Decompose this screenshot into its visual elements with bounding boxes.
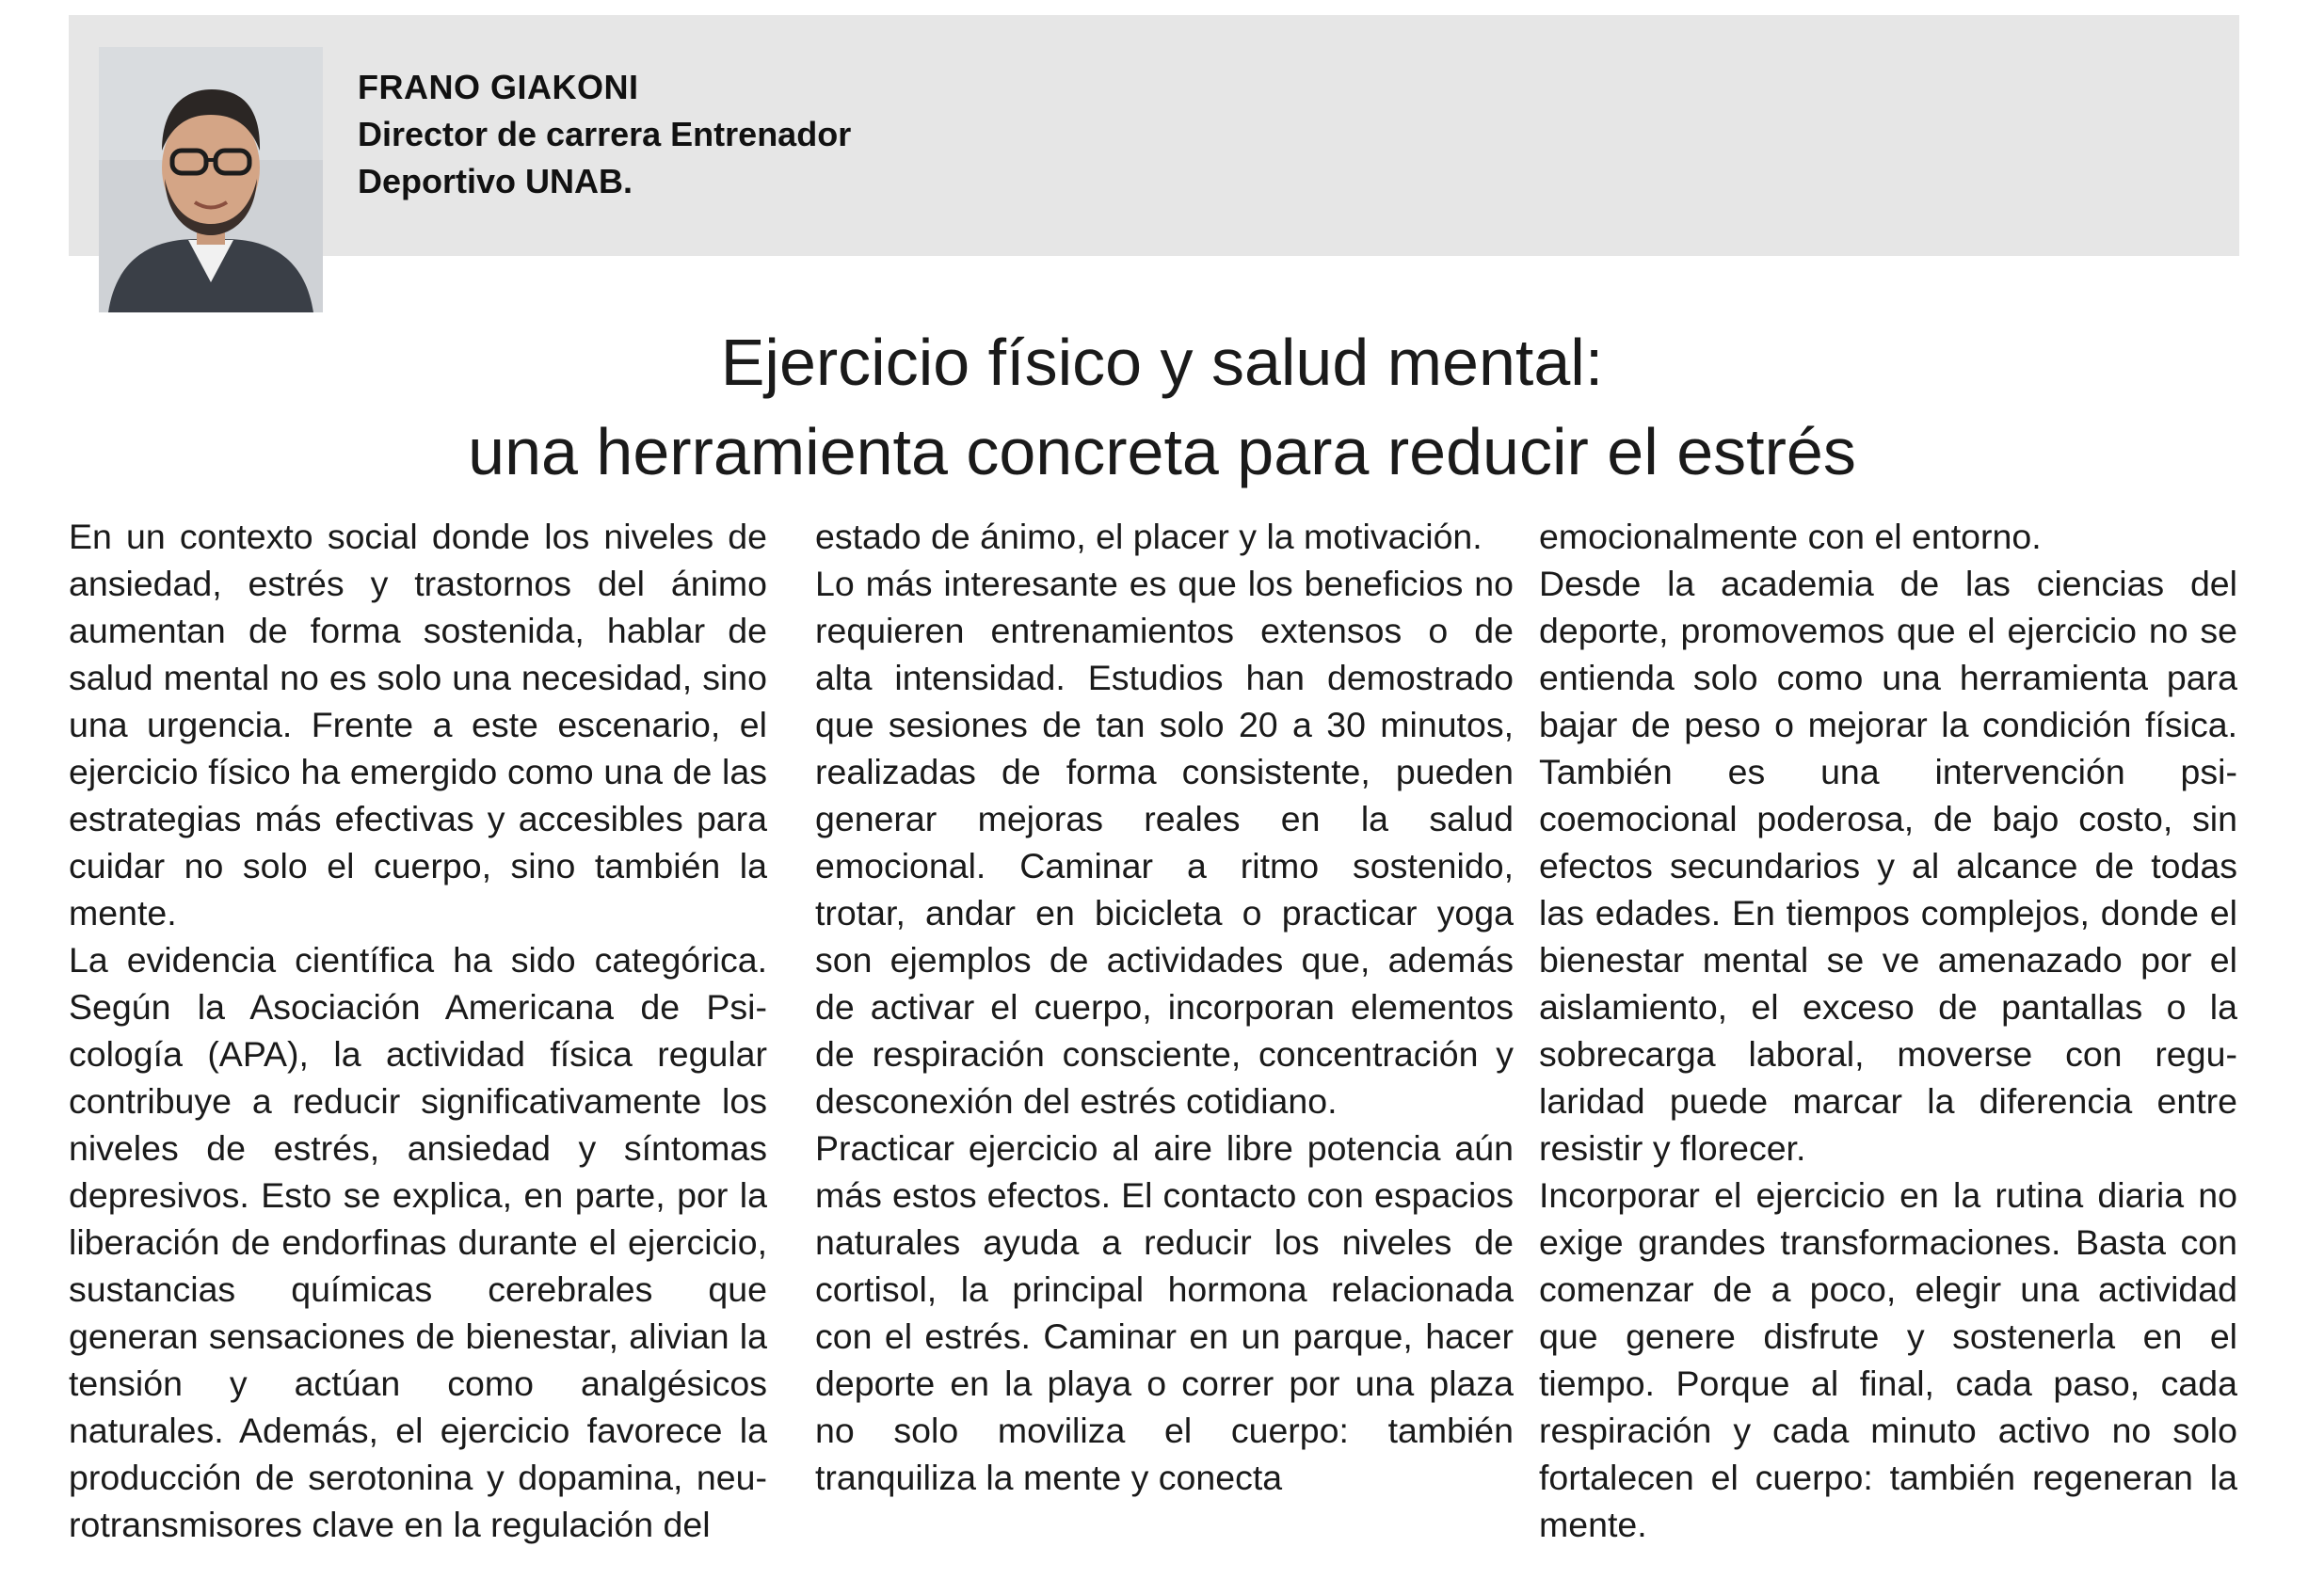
paragraph: Desde la academia de las ciencias del deporte, promovemos que el ejercicio no se entienda solo como una herramienta para bajar de peso o mejorar la condición física. También es una intervención psicoemocional poderosa, de bajo costo, sin efectos secundarios y al alcance de todas las edades. En tiempos complejos, donde el bienestar mental se ve amenazado por el aislamiento, el exceso de pantallas o la sobrecarga laboral, moverse con regularidad puede marcar la diferencia entre resistir y florecer. <box>1539 564 2237 1168</box>
paragraph: La evidencia científica ha sido categórica. Según la Asociación Americana de Psicología (APA), la actividad física regular contribuye a reducir significativamente los niveles de estrés, ansiedad y síntomas depresivos. Esto se explica, en parte, por la liberación de endorfinas durante el ejercicio, sustancias químicas cerebrales que generan sensaciones de bienestar, alivian la tensión y actúan como analgésicos naturales. Además, el ejercicio favorece la producción de serotonina y dopamina, neurotransmisores clave en la regulación del <box>69 940 767 1544</box>
headline-line-2: una herramienta concreta para reducir el estrés <box>468 415 1856 488</box>
paragraph: emocionalmente con el entorno. <box>1539 517 2042 556</box>
author-role-line-2: Deportivo UNAB. <box>358 162 633 200</box>
author-info <box>358 64 851 205</box>
article-column-2 <box>815 513 1514 1501</box>
paragraph: Lo más interesante es que los beneficios no requieren entrenamientos extensos o de alta intensidad. Estudios han demostrado que sesiones de tan solo 20 a 30 minutos, realizadas de forma consistente, pueden generar mejoras reales en la salud emocional. Caminar a ritmo sostenido, trotar, andar en bicicleta o practicar yoga son ejemplos de actividades que, además de activar el cuerpo, incorporan elementos de respiración consciente, concentración y desconexión del estrés cotidiano. <box>815 564 1514 1121</box>
author-photo <box>99 47 323 312</box>
paragraph: En un contexto social donde los niveles de ansiedad, estrés y trastornos del ánimo aumentan de forma sostenida, hablar de salud mental no es solo una necesidad, sino una urgencia. Frente a este escenario, el ejercicio físico ha emergido como una de las estrategias más efectivas y accesibles para cuidar no solo el cuerpo, sino también la mente. <box>69 517 767 933</box>
author-role-line-1: Director de carrera Entrenador <box>358 115 852 153</box>
author-portrait-image <box>99 47 323 312</box>
paragraph: Incorporar el ejercicio en la rutina diaria no exige grandes transformaciones. Basta con comenzar de a poco, elegir una actividad que genere disfrute y sostenerla en el tiempo. Porque al final, cada paso, cada respiración y cada minuto activo no solo fortalecen el cuerpo: también regeneran la mente. <box>1539 1175 2237 1544</box>
article-column-3 <box>1539 513 2237 1548</box>
headline-line-1: Ejercicio físico y salud mental: <box>720 326 1604 399</box>
headline <box>0 318 2324 497</box>
article-column-1 <box>69 513 767 1548</box>
paragraph: estado de ánimo, el placer y la motivación. <box>815 517 1483 556</box>
author-name: FRANO GIAKONI <box>358 68 639 106</box>
paragraph: Practicar ejercicio al aire libre potencia aún más estos efectos. El contacto con espacios naturales ayuda a reducir los niveles de cortisol, la principal hormona relacionada con el estrés. Caminar en un parque, hacer deporte en la playa o correr por una plaza no solo moviliza el cuerpo: también tranquiliza la mente y conecta <box>815 1128 1514 1497</box>
